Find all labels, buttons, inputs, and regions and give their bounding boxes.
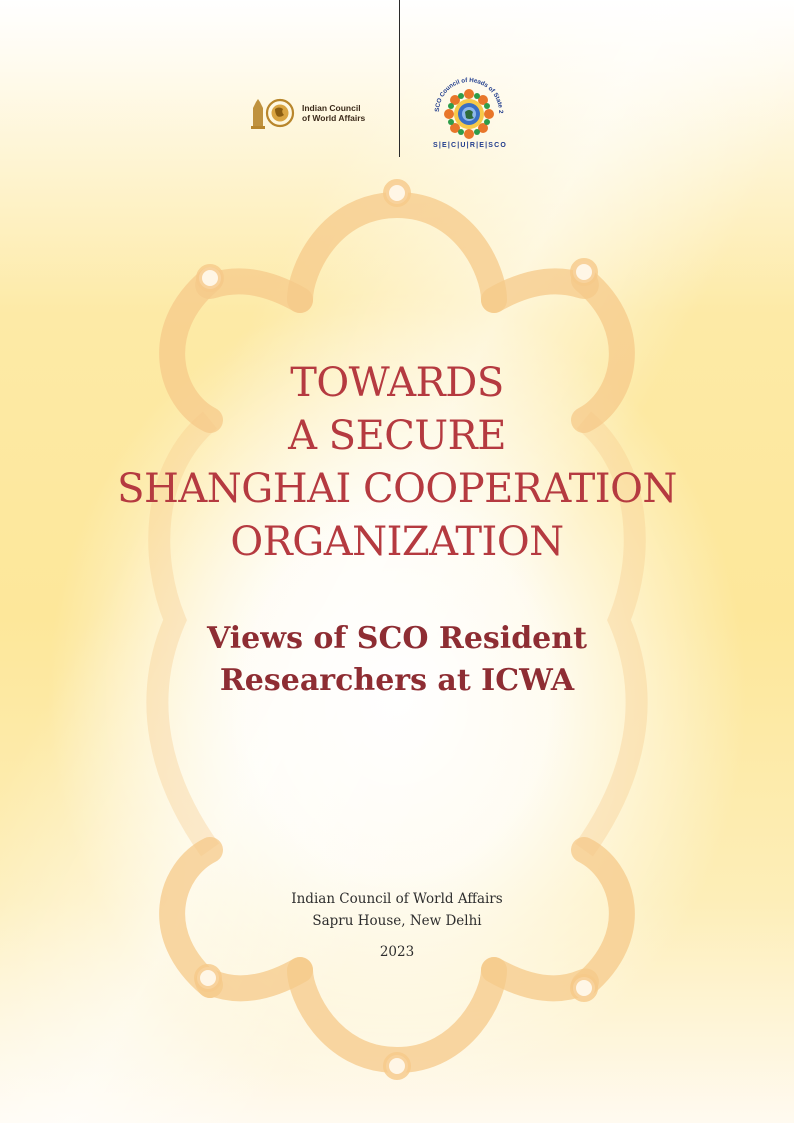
subtitle-line-2: Researchers at ICWA [219,663,575,698]
title-line-2: A SECURE [288,413,506,459]
page-subtitle [100,618,694,702]
publication-year: 2023 [379,944,415,960]
title-line-3: SHANGHAI COOPERATION [117,466,677,512]
header-divider [399,0,400,157]
publisher-name: Indian Council of World Affairs [291,891,503,907]
publisher-address: Sapru House, New Delhi [312,913,482,929]
publisher-block [200,888,594,932]
page-title [60,357,734,569]
icwa-name-line1: Indian Council [302,103,361,113]
title-line-4: ORGANIZATION [230,519,564,565]
subtitle-line-1: Views of SCO Resident [207,621,587,656]
sco-tagline: S|E|C|U|R|E|SCO [432,142,508,149]
icwa-name-line2: of World Affairs [302,113,366,123]
title-line-1: TOWARDS [290,360,504,406]
icwa-logo [250,96,390,130]
sco-ring-text: SCO Council of Heads of State 2 [433,76,505,114]
icwa-emblem-icon [250,96,296,130]
